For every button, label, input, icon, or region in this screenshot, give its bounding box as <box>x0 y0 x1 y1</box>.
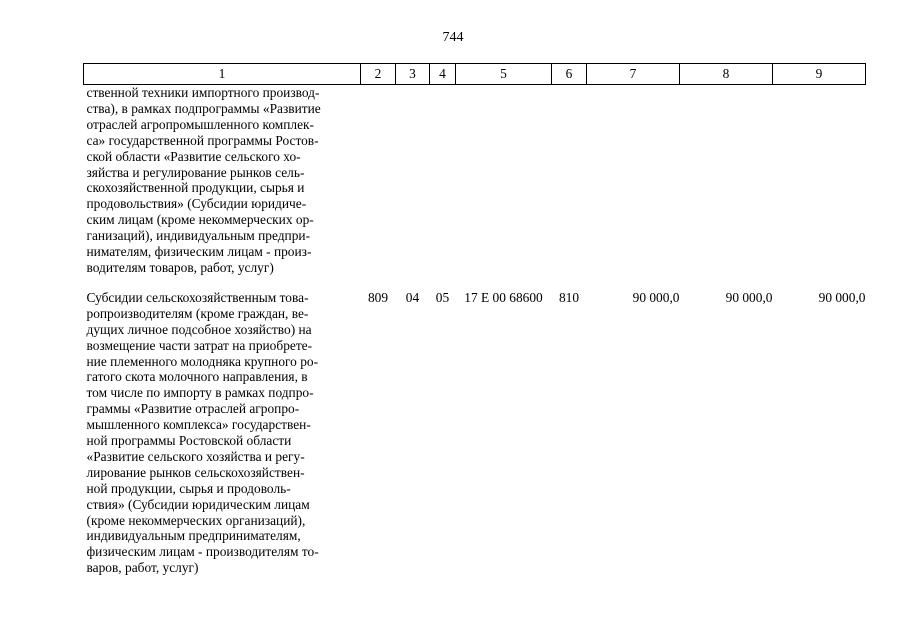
description-line: ским лицам (кроме некоммерческих ор- <box>86 212 314 228</box>
description-line: Субсидии сельскохозяйственным това- <box>86 289 309 305</box>
header-col-9: 9 <box>773 64 866 85</box>
description-line: (кроме некоммерческих организаций), <box>86 512 306 528</box>
target-article-code: 17 Е 00 68600 <box>464 289 543 305</box>
section-code: 04 <box>405 289 420 305</box>
description-line: отраслей агропромышленного комплек- <box>86 116 315 132</box>
header-col-7: 7 <box>587 64 680 85</box>
description-line: гатого скота молочного направления, в <box>86 369 308 385</box>
description-line: водителям товаров, работ, услуг) <box>86 259 274 275</box>
amount-col-8: 90 000,0 <box>725 289 773 305</box>
description-cell <box>84 276 361 576</box>
subsection-code: 05 <box>435 289 450 305</box>
description-line: ганизаций), индивидуальным предпри- <box>86 228 311 244</box>
table-row <box>84 276 866 576</box>
description-line: ствия» (Субсидии юридическим лицам <box>86 496 310 512</box>
description-text <box>84 276 361 576</box>
header-col-5: 5 <box>456 64 552 85</box>
description-line: са» государственной программы Ростов- <box>86 132 319 148</box>
description-line: варов, работ, услуг) <box>86 560 199 576</box>
description-line: ние племенного молодняка крупного ро- <box>86 353 319 369</box>
description-line: ственной техники импортного производ- <box>86 85 320 100</box>
description-line: ной продукции, сырья и продоволь- <box>86 480 291 496</box>
budget-table <box>83 63 866 576</box>
header-col-4: 4 <box>430 64 456 85</box>
description-line: дущих личное подсобное хозяйство) на <box>86 321 312 337</box>
ministry-code: 809 <box>367 289 389 305</box>
description-text <box>84 85 361 276</box>
header-col-2: 2 <box>361 64 396 85</box>
description-line: нимателям, физическим лицам - произ- <box>86 244 312 260</box>
amount-col-7: 90 000,0 <box>632 289 680 305</box>
description-line: зяйства и регулирование рынков сель- <box>86 164 305 180</box>
description-line: граммы «Развитие отраслей агропро- <box>86 401 300 417</box>
description-line: возмещение части затрат на приобрете- <box>86 337 313 353</box>
header-col-8: 8 <box>680 64 773 85</box>
description-line: мышленного комплекса» государствен- <box>86 417 311 433</box>
description-line: ства), в рамках подпрограммы «Развитие <box>86 100 321 116</box>
description-line: лирование рынков сельскохозяйствен- <box>86 464 305 480</box>
description-line: скохозяйственной продукции, сырья и <box>86 180 305 196</box>
description-line: физическим лицам - производителям то- <box>86 544 319 560</box>
header-row <box>84 64 866 85</box>
header-col-3: 3 <box>396 64 430 85</box>
table-row-continued <box>84 85 866 276</box>
description-line: том числе по импорту в рамках подпро- <box>86 385 314 401</box>
description-cell <box>84 85 361 276</box>
expense-type-code: 810 <box>558 289 580 305</box>
header-col-6: 6 <box>552 64 587 85</box>
amount-col-9: 90 000,0 <box>818 289 866 305</box>
description-line: ской области «Развитие сельского хо- <box>86 148 301 164</box>
header-col-1: 1 <box>84 64 361 85</box>
description-line: ропроизводителям (кроме граждан, ве- <box>86 305 309 321</box>
page-number: 744 <box>442 30 464 45</box>
description-line: индивидуальным предпринимателям, <box>86 528 301 544</box>
description-line: продовольствия» (Субсидии юридиче- <box>86 196 307 212</box>
description-line: ной программы Ростовской области <box>86 433 292 449</box>
description-line: «Развитие сельского хозяйства и регу- <box>86 448 305 464</box>
